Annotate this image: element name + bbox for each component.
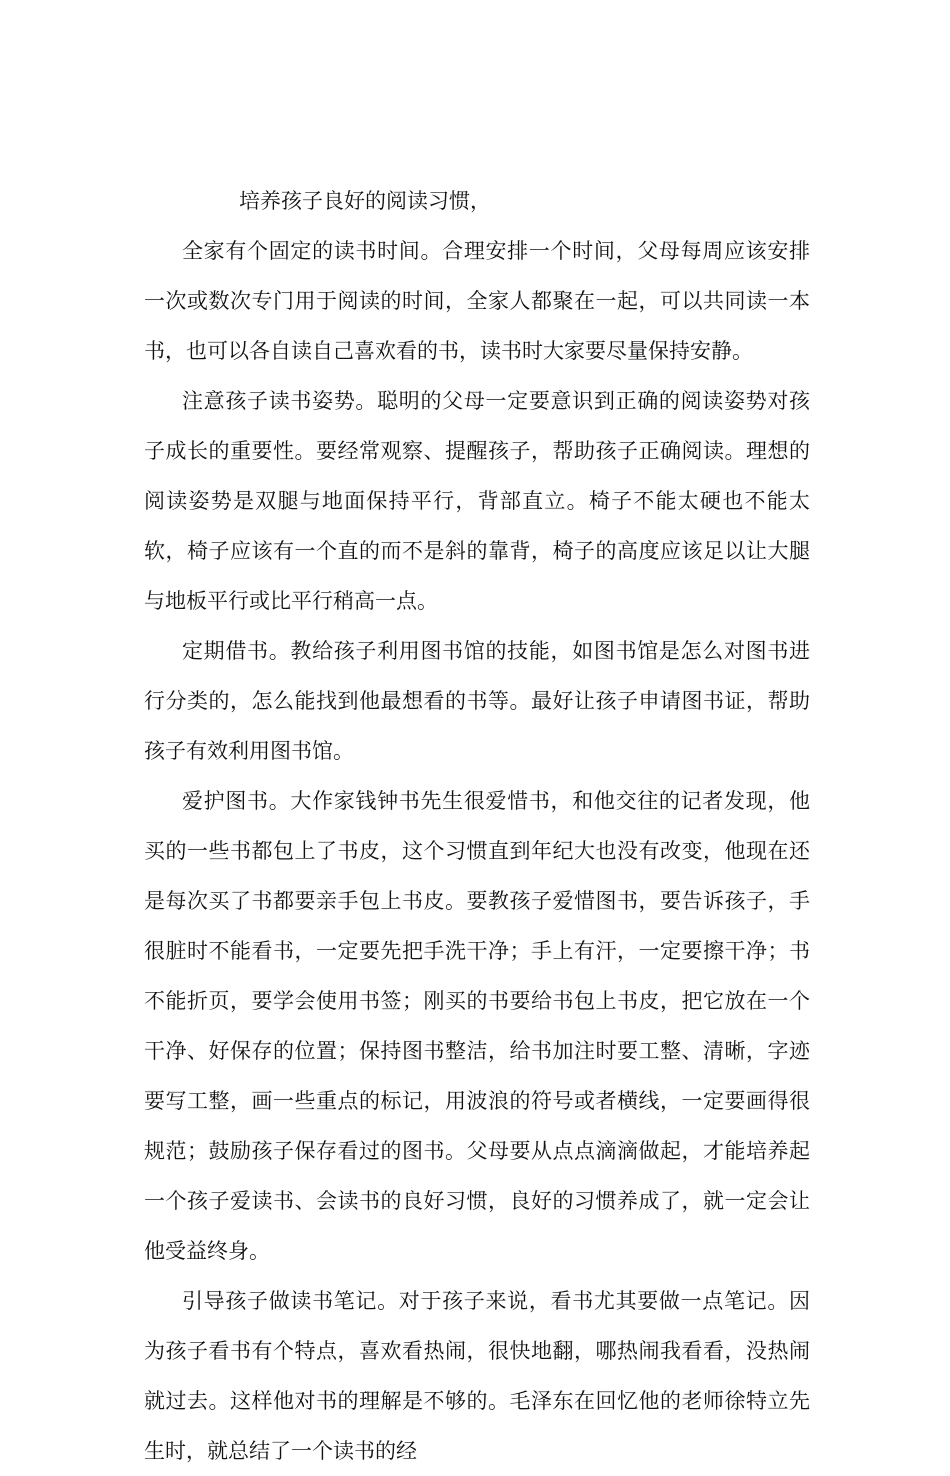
document-title: 培养孩子良好的阅读习惯， [239, 189, 491, 213]
paragraph-family-reading-time: 全家有个固定的读书时间。合理安排一个时间，父母每周应该安排一次或数次专门用于阅读的时间，全家人都聚在一起，可以共同读一本书，也可以各自读自己喜欢看的书，读书时大家要尽量保持安静。 [144, 239, 810, 363]
paragraph-borrow-books: 定期借书。教给孩子利用图书馆的技能，如图书馆是怎么对图书进行分类的，怎么能找到他最想看的书等。最好让孩子申请图书证，帮助孩子有效利用图书馆。 [144, 639, 810, 763]
document-body [144, 176, 810, 1476]
paragraph-reading-posture: 注意孩子读书姿势。聪明的父母一定要意识到正确的阅读姿势对孩子成长的重要性。要经常观察、提醒孩子，帮助孩子正确阅读。理想的阅读姿势是双腿与地面保持平行，背部直立。椅子不能太硬也不能太软，椅子应该有一个直的而不是斜的靠背，椅子的高度应该足以让大腿与地板平行或比平行稍高一点。 [144, 389, 810, 613]
paragraph-reading-notes: 引导孩子做读书笔记。对于孩子来说，看书尤其要做一点笔记。因为孩子看书有个特点，喜欢看热闹，很快地翻，哪热闹我看看，没热闹就过去。这样他对书的理解是不够的。毛泽东在回忆他的老师徐特立先生时，就总结了一个读书的经 [144, 1289, 810, 1463]
paragraph-care-for-books: 爱护图书。大作家钱钟书先生很爱惜书，和他交往的记者发现，他买的一些书都包上了书皮，这个习惯直到年纪大也没有改变，他现在还是每次买了书都要亲手包上书皮。要教孩子爱惜图书，要告诉孩子，手很脏时不能看书，一定要先把手洗干净；手上有汗，一定要擦干净；书不能折页，要学会使用书签；刚买的书要给书包上书皮，把它放在一个干净、好保存的位置；保持图书整洁，给书加注时要工整、清晰，字迹要写工整，画一些重点的标记，用波浪的符号或者横线，一定要画得很规范；鼓励孩子保存看过的图书。父母要从点点滴滴做起，才能培养起一个孩子爱读书、会读书的良好习惯，良好的习惯养成了，就一定会让他受益终身。 [144, 789, 810, 1263]
